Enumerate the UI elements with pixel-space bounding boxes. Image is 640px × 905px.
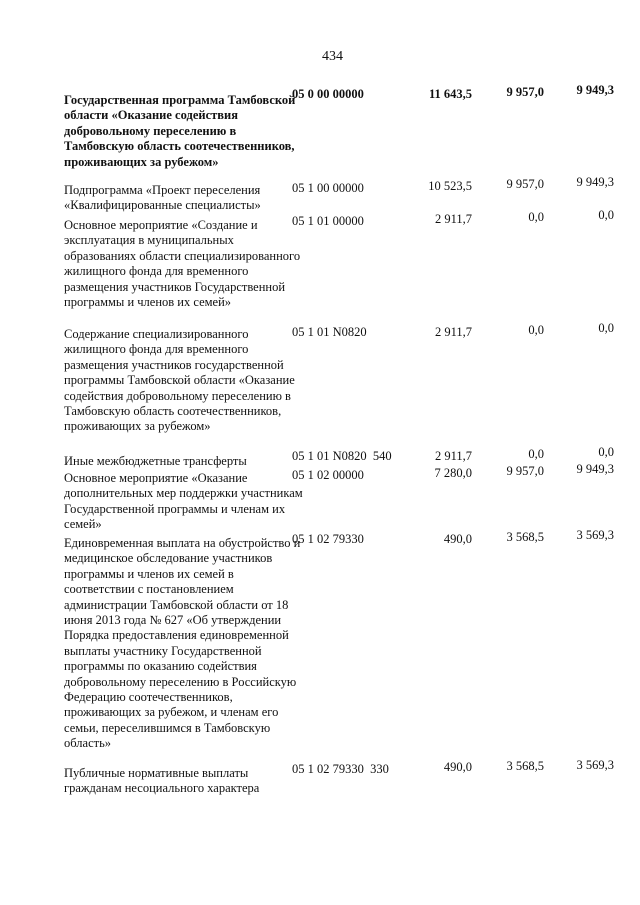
- row-code: 05 1 00 00000: [292, 181, 364, 195]
- row-name: Основное мероприятие «Создание и эксплуатация в муниципальных образованиях области специализированного жилищного фонда для временного размещения участников Государственной программы и членов их семей»: [64, 218, 301, 310]
- row-code: 05 1 01 N0820: [292, 325, 367, 339]
- row-value-2: 0,0: [528, 210, 544, 224]
- row-name: Подпрограмма «Проект переселения «Квалифицированные специалисты»: [64, 183, 261, 213]
- page-number: 434: [322, 49, 343, 64]
- row-name: Иные межбюджетные трансферты: [64, 454, 247, 468]
- row-name: Государственная программа Тамбовской области «Оказание содействия добровольному переселению в Тамбовскую область соотечественников, проживающих за рубежом»: [64, 93, 296, 169]
- row-value-1: 2 911,7: [434, 212, 472, 226]
- row-value-3: 9 949,3: [576, 175, 614, 189]
- row-code: 05 1 02 79330 330: [292, 762, 389, 776]
- row-value-2: 3 568,5: [506, 530, 544, 544]
- row-value-3: 9 949,3: [576, 462, 614, 476]
- row-value-3: 0,0: [598, 321, 614, 335]
- row-value-1: 11 643,5: [428, 87, 472, 101]
- row-code: 05 0 00 00000: [292, 87, 364, 101]
- row-code: 05 1 01 N0820 540: [292, 449, 392, 463]
- row-value-3: 3 569,3: [576, 528, 614, 542]
- row-value-2: 0,0: [528, 323, 544, 337]
- row-value-1: 490,0: [443, 532, 472, 546]
- row-value-1: 490,0: [443, 760, 472, 774]
- row-value-3: 0,0: [598, 445, 614, 459]
- row-code: 05 1 02 00000: [292, 468, 364, 482]
- row-name: Единовременная выплата на обустройство и медицинское обследование участников программы и членов их семей в соответствии с постановлением администрации Тамбовской области от 18 июня 2013 года № 627 «Об утверждении Порядка предоставления единовременной выплаты участнику Государственной программы по оказанию содействия добровольному переселению в Российскую Федерацию соотечественников, проживающих за рубежом, и членам его семьи, переселившимся в Тамбовскую область»: [64, 536, 301, 751]
- row-value-2: 0,0: [528, 447, 544, 461]
- row-name: Основное мероприятие «Оказание дополнительных мер поддержки участникам Государственной программы и членам их семей»: [64, 471, 303, 532]
- row-value-1: 2 911,7: [434, 325, 472, 339]
- row-value-2: 9 957,0: [506, 85, 544, 99]
- row-value-1: 10 523,5: [428, 179, 472, 193]
- row-name: Публичные нормативные выплаты гражданам несоциального характера: [64, 766, 260, 796]
- row-value-2: 3 568,5: [506, 759, 544, 773]
- row-value-3: 9 949,3: [576, 83, 614, 97]
- row-value-3: 3 569,3: [576, 758, 614, 772]
- row-code: 05 1 02 79330: [292, 532, 364, 546]
- row-value-1: 7 280,0: [434, 466, 472, 480]
- row-value-2: 9 957,0: [506, 464, 544, 478]
- row-name: Содержание специализированного жилищного фонда для временного размещения участников государственной программы Тамбовской области «Оказание содействия добровольному переселению в Тамбовскую область соотечественников, проживающих за рубежом»: [64, 327, 295, 434]
- row-code: 05 1 01 00000: [292, 214, 364, 228]
- row-value-1: 2 911,7: [434, 449, 472, 463]
- row-value-2: 9 957,0: [506, 177, 544, 191]
- row-value-3: 0,0: [598, 208, 614, 222]
